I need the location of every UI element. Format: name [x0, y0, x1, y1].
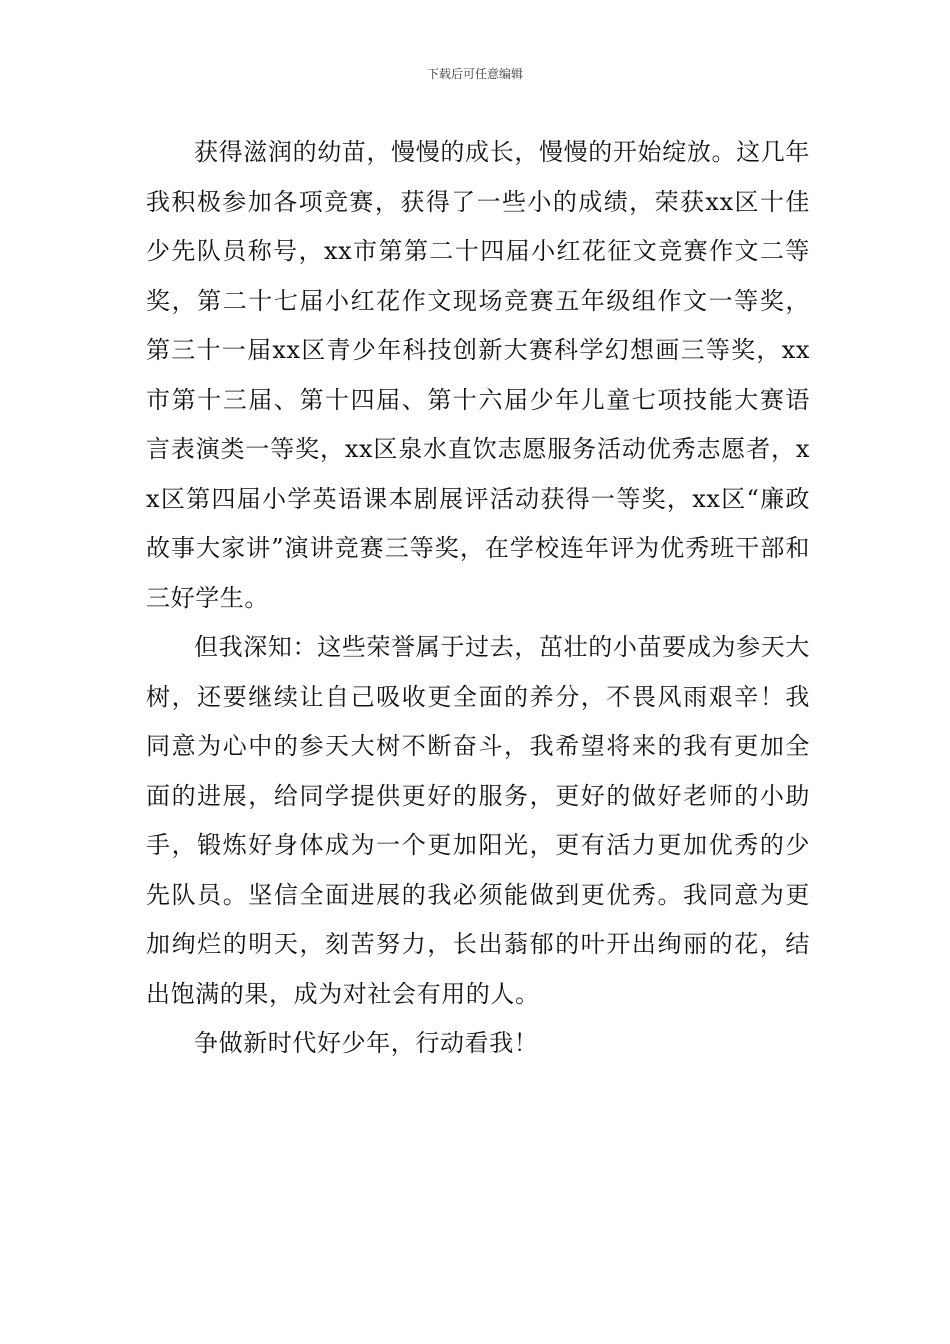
paragraph-achievements: 获得滋润的幼苗，慢慢的成长，慢慢的开始绽放。这几年我积极参加各项竞赛，获得了一些小的成绩，荣获xx区十佳少先队员称号，xx市第第二十四届小红花征文竞赛作文二等奖，第二十七届小红花作文现场竞赛五年级组作文一等奖，第三十一届xx区青少年科技创新大赛科学幻想画三等奖，xx市第十三届、第十四届、第十六届少年儿童七项技能大赛语言表演类一等奖，xx区泉水直饮志愿服务活动优秀志愿者，xx区第四届小学英语课本剧展评活动获得一等奖，xx区“廉政故事大家讲”演讲竞赛三等奖，在学校连年评为优秀班干部和三好学生。 — [146, 138, 810, 612]
paragraph-closing: 争做新时代好少年，行动看我！ — [194, 1029, 539, 1057]
document-body — [146, 128, 810, 1069]
page-header: 下载后可任意编辑 — [426, 67, 523, 81]
paragraph-aspirations: 但我深知：这些荣誉属于过去，茁壮的小苗要成为参天大树，还要继续让自己吸收更全面的养分，不畏风雨艰辛！我同意为心中的参天大树不断奋斗，我希望将来的我有更加全面的进展，给同学提供更好的服务，更好的做好老师的小助手，锻炼好身体成为一个更加阳光，更有活力更加优秀的少先队员。坚信全面进展的我必须能做到更优秀。我同意为更加绚烂的明天，刻苦努力，长出蓊郁的叶开出绚丽的花，结出饱满的果，成为对社会有用的人。 — [146, 633, 810, 1008]
